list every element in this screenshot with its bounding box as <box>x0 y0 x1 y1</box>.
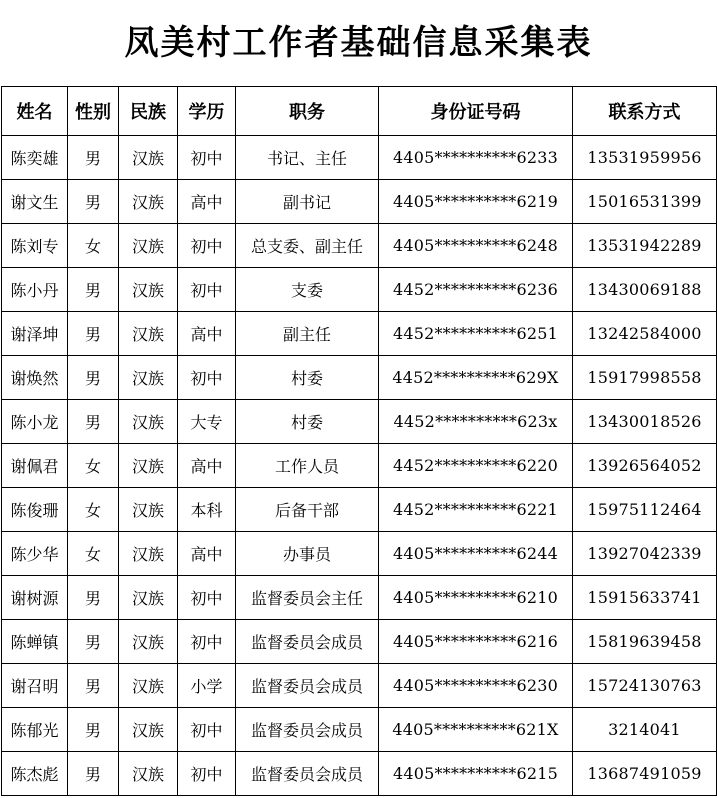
cell-phone: 13687491059 <box>573 752 717 796</box>
cell-phone: 13926564052 <box>573 444 717 488</box>
cell-position: 后备干部 <box>236 488 379 532</box>
cell-gender: 男 <box>68 268 119 312</box>
cell-position: 监督委员会主任 <box>236 576 379 620</box>
cell-education: 初中 <box>178 136 236 180</box>
cell-ethnicity: 汉族 <box>119 620 178 664</box>
table-row <box>2 136 717 180</box>
cell-position: 总支委、副主任 <box>236 224 379 268</box>
cell-id-number: 4405**********6248 <box>379 224 573 268</box>
cell-ethnicity: 汉族 <box>119 708 178 752</box>
cell-name: 陈蝉镇 <box>2 620 68 664</box>
cell-phone: 15915633741 <box>573 576 717 620</box>
cell-name: 陈杰彪 <box>2 752 68 796</box>
table-row <box>2 312 717 356</box>
header-position: 职务 <box>236 87 379 136</box>
header-row <box>2 87 717 136</box>
info-table <box>1 86 717 796</box>
table-row <box>2 488 717 532</box>
cell-id-number: 4405**********621X <box>379 708 573 752</box>
cell-id-number: 4405**********6230 <box>379 664 573 708</box>
cell-phone: 13430018526 <box>573 400 717 444</box>
cell-education: 高中 <box>178 444 236 488</box>
cell-name: 谢召明 <box>2 664 68 708</box>
cell-phone: 13430069188 <box>573 268 717 312</box>
cell-education: 初中 <box>178 356 236 400</box>
cell-position: 工作人员 <box>236 444 379 488</box>
header-gender: 性别 <box>68 87 119 136</box>
cell-education: 高中 <box>178 532 236 576</box>
header-id-number: 身份证号码 <box>379 87 573 136</box>
table-row <box>2 268 717 312</box>
cell-id-number: 4405**********6233 <box>379 136 573 180</box>
cell-phone: 13531959956 <box>573 136 717 180</box>
page-title: 凤美村工作者基础信息采集表 <box>124 23 593 63</box>
cell-position: 监督委员会成员 <box>236 752 379 796</box>
table-row <box>2 708 717 752</box>
cell-id-number: 4405**********6216 <box>379 620 573 664</box>
cell-gender: 男 <box>68 576 119 620</box>
table-row <box>2 752 717 796</box>
cell-name: 谢佩君 <box>2 444 68 488</box>
cell-position: 监督委员会成员 <box>236 664 379 708</box>
cell-name: 陈奕雄 <box>2 136 68 180</box>
cell-id-number: 4452**********6220 <box>379 444 573 488</box>
cell-gender: 女 <box>68 224 119 268</box>
cell-id-number: 4405**********6219 <box>379 180 573 224</box>
cell-ethnicity: 汉族 <box>119 488 178 532</box>
table-row <box>2 664 717 708</box>
cell-name: 谢焕然 <box>2 356 68 400</box>
cell-phone: 15724130763 <box>573 664 717 708</box>
cell-ethnicity: 汉族 <box>119 664 178 708</box>
cell-id-number: 4452**********6221 <box>379 488 573 532</box>
cell-position: 办事员 <box>236 532 379 576</box>
cell-education: 高中 <box>178 312 236 356</box>
cell-phone: 15016531399 <box>573 180 717 224</box>
cell-ethnicity: 汉族 <box>119 400 178 444</box>
table-row <box>2 620 717 664</box>
cell-ethnicity: 汉族 <box>119 268 178 312</box>
cell-name: 陈小龙 <box>2 400 68 444</box>
cell-id-number: 4405**********6244 <box>379 532 573 576</box>
cell-education: 初中 <box>178 224 236 268</box>
cell-position: 监督委员会成员 <box>236 620 379 664</box>
cell-education: 初中 <box>178 268 236 312</box>
title-band <box>0 0 717 86</box>
cell-education: 初中 <box>178 620 236 664</box>
cell-ethnicity: 汉族 <box>119 752 178 796</box>
cell-ethnicity: 汉族 <box>119 444 178 488</box>
cell-education: 大专 <box>178 400 236 444</box>
cell-gender: 女 <box>68 532 119 576</box>
cell-gender: 男 <box>68 752 119 796</box>
cell-position: 村委 <box>236 400 379 444</box>
cell-gender: 男 <box>68 136 119 180</box>
cell-name: 陈刘专 <box>2 224 68 268</box>
cell-ethnicity: 汉族 <box>119 224 178 268</box>
cell-phone: 13927042339 <box>573 532 717 576</box>
cell-education: 本科 <box>178 488 236 532</box>
cell-id-number: 4405**********6210 <box>379 576 573 620</box>
cell-gender: 女 <box>68 444 119 488</box>
cell-phone: 13531942289 <box>573 224 717 268</box>
cell-phone: 15917998558 <box>573 356 717 400</box>
cell-ethnicity: 汉族 <box>119 532 178 576</box>
cell-phone: 15819639458 <box>573 620 717 664</box>
table-row <box>2 224 717 268</box>
cell-name: 陈郁光 <box>2 708 68 752</box>
table-row <box>2 356 717 400</box>
table-row <box>2 576 717 620</box>
cell-education: 初中 <box>178 708 236 752</box>
header-ethnicity: 民族 <box>119 87 178 136</box>
cell-ethnicity: 汉族 <box>119 180 178 224</box>
table-row <box>2 444 717 488</box>
cell-education: 小学 <box>178 664 236 708</box>
cell-name: 谢文生 <box>2 180 68 224</box>
cell-ethnicity: 汉族 <box>119 576 178 620</box>
cell-name: 陈小丹 <box>2 268 68 312</box>
cell-phone: 3214041 <box>573 708 717 752</box>
cell-phone: 13242584000 <box>573 312 717 356</box>
cell-phone: 15975112464 <box>573 488 717 532</box>
cell-position: 监督委员会成员 <box>236 708 379 752</box>
cell-education: 初中 <box>178 576 236 620</box>
cell-gender: 男 <box>68 400 119 444</box>
cell-position: 副主任 <box>236 312 379 356</box>
cell-gender: 女 <box>68 488 119 532</box>
header-name: 姓名 <box>2 87 68 136</box>
cell-name: 陈少华 <box>2 532 68 576</box>
cell-education: 初中 <box>178 752 236 796</box>
cell-position: 副书记 <box>236 180 379 224</box>
cell-id-number: 4452**********6251 <box>379 312 573 356</box>
cell-id-number: 4405**********6215 <box>379 752 573 796</box>
cell-gender: 男 <box>68 180 119 224</box>
cell-position: 村委 <box>236 356 379 400</box>
table-row <box>2 180 717 224</box>
table-row <box>2 400 717 444</box>
cell-position: 支委 <box>236 268 379 312</box>
cell-gender: 男 <box>68 312 119 356</box>
table-row <box>2 532 717 576</box>
cell-gender: 男 <box>68 356 119 400</box>
cell-gender: 男 <box>68 664 119 708</box>
cell-name: 谢树源 <box>2 576 68 620</box>
cell-name: 谢泽坤 <box>2 312 68 356</box>
cell-education: 高中 <box>178 180 236 224</box>
cell-gender: 男 <box>68 708 119 752</box>
cell-id-number: 4452**********6236 <box>379 268 573 312</box>
header-education: 学历 <box>178 87 236 136</box>
cell-name: 陈俊珊 <box>2 488 68 532</box>
cell-id-number: 4452**********623x <box>379 400 573 444</box>
cell-id-number: 4452**********629X <box>379 356 573 400</box>
cell-gender: 男 <box>68 620 119 664</box>
cell-ethnicity: 汉族 <box>119 136 178 180</box>
cell-ethnicity: 汉族 <box>119 312 178 356</box>
cell-ethnicity: 汉族 <box>119 356 178 400</box>
cell-position: 书记、主任 <box>236 136 379 180</box>
header-contact: 联系方式 <box>573 87 717 136</box>
